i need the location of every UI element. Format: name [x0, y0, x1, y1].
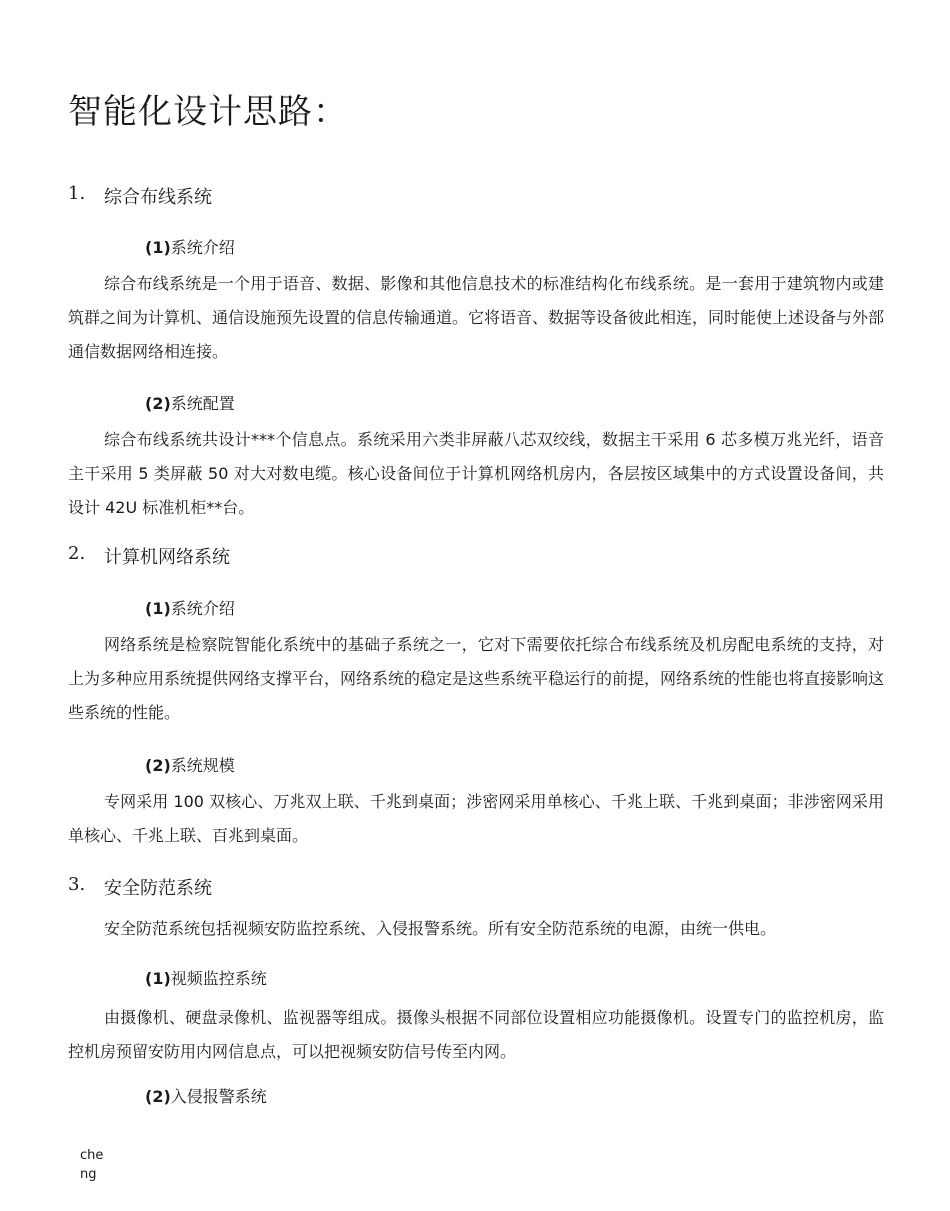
subsection-number: (2) [145, 394, 171, 413]
subsection-heading [145, 235, 235, 258]
section-heading [68, 874, 212, 900]
subsection-number: (1) [145, 238, 171, 257]
subsection-label: 系统配置 [170, 394, 235, 413]
subsection-number: (1) [145, 969, 171, 988]
subsection-heading [145, 966, 267, 989]
section-number: 2. [68, 543, 86, 564]
subsection-number: (1) [145, 599, 171, 618]
subsection-label: 系统介绍 [170, 599, 235, 618]
section-title: 综合布线系统 [104, 187, 212, 208]
section-title: 计算机网络系统 [104, 547, 230, 568]
subsection-heading [145, 1084, 267, 1107]
subsection-heading [145, 596, 235, 619]
subsection-label: 系统规模 [170, 756, 235, 775]
section-heading [68, 543, 230, 569]
subsection-label: 视频监控系统 [170, 969, 267, 988]
paragraph: 综合布线系统共设计***个信息点。系统采用六类非屏蔽八芯双绞线，数据主干采用 6 芯多模万兆光纤，语音主干采用 5 类屏蔽 50 对大对数电缆。核心设备间位于计算机网络机房内，各层按区域集中的方式设置设备间，共设计 42U 标准机柜**台。 [68, 430, 884, 517]
page-title: 智能化设计思路： [68, 92, 348, 132]
paragraph: 专网采用 100 双核心、万兆双上联、千兆到桌面；涉密网采用单核心、千兆上联、千兆到桌面；非涉密网采用单核心、千兆上联、百兆到桌面。 [68, 792, 884, 845]
paragraph: 综合布线系统是一个用于语音、数据、影像和其他信息技术的标准结构化布线系统。是一套用于建筑物内或建筑群之间为计算机、通信设施预先设置的信息传输通道。它将语音、数据等设备彼此相连，同时能使上述设备与外部通信数据网络相连接。 [68, 274, 885, 361]
section-title: 安全防范系统 [104, 878, 212, 899]
subsection-label: 入侵报警系统 [170, 1087, 267, 1106]
paragraph: 网络系统是检察院智能化系统中的基础子系统之一，它对下需要依托综合布线系统及机房配电系统的支持，对上为多种应用系统提供网络支撑平台，网络系统的稳定是这些系统平稳运行的前提，网络系统的性能也将直接影响这些系统的性能。 [68, 635, 885, 722]
paragraph: 安全防范系统包括视频安防监控系统、入侵报警系统。所有安全防范系统的电源，由统一供电。 [104, 919, 777, 938]
subsection-number: (2) [145, 1087, 171, 1106]
subsection-heading [145, 391, 235, 414]
section-number: 1. [68, 183, 86, 204]
section-heading [68, 183, 212, 209]
subsection-heading [145, 753, 235, 776]
footer-mark: cheng [80, 1148, 104, 1182]
paragraph: 由摄像机、硬盘录像机、监视器等组成。摄像头根据不同部位设置相应功能摄像机。设置专门的监控机房，监控机房预留安防用内网信息点，可以把视频安防信号传至内网。 [68, 1008, 884, 1061]
section-number: 3. [68, 874, 86, 895]
subsection-label: 系统介绍 [170, 238, 235, 257]
subsection-number: (2) [145, 756, 171, 775]
